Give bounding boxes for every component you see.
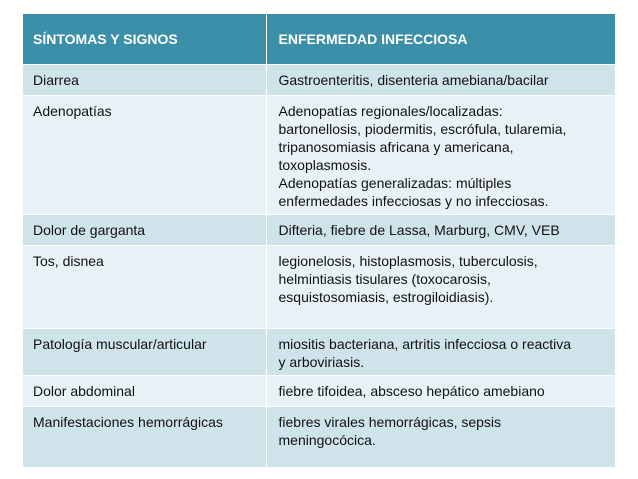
disease-cell [266,407,615,468]
symptom-cell [23,215,266,246]
symptom-cell [23,65,266,96]
header-symptoms: SÍNTOMAS Y SIGNOS [23,14,266,65]
disease-cell [266,376,615,407]
disease-cell [266,329,615,376]
symptom-cell [23,376,266,407]
table-row [23,376,615,407]
symptom-cell [23,407,266,468]
table-row [23,407,615,468]
symptoms-disease-table [23,14,616,468]
symptom-cell [23,246,266,329]
disease-text: fiebre tifoidea, absceso hepático amebiano [278,383,545,399]
disease-cell [266,65,615,96]
header-disease: ENFERMEDAD INFECCIOSA [266,14,615,65]
symptom-text: Tos, disnea [33,253,104,269]
disease-text: legionelosis, histoplasmosis, tuberculosis, helmintiasis tisulares (toxocarosis, esquistosomiasis, estrogiloidiasis). [278,253,538,305]
symptom-text: Manifestaciones hemorrágicas [33,414,223,430]
disease-text: Difteria, fiebre de Lassa, Marburg, CMV, VEB [278,222,560,238]
disease-text: miositis bacteriana, artritis infecciosa o reactiva y arboviriasis. [278,336,572,370]
disease-cell [266,96,615,215]
symptom-text: Patología muscular/articular [33,336,207,352]
symptom-text: Adenopatías [33,103,112,119]
disease-text: Gastroenteritis, disenteria amebiana/bacilar [278,72,549,88]
disease-text: fiebres virales hemorrágicas, sepsis meningocócica. [278,414,502,448]
disease-cell [266,215,615,246]
symptom-text: Diarrea [33,72,79,88]
symptom-cell [23,96,266,215]
symptom-text: Dolor abdominal [33,383,135,399]
table-row [23,96,615,215]
disease-text: Adenopatías regionales/localizadas: bartonellosis, piodermitis, escrófula, tularemia, tripanosomiasis africana y americana, toxoplasmosis. Adenopatías generalizadas: múltiples enfermedades infecciosas y no infecciosas. [278,103,567,209]
table-header-row [23,14,615,65]
symptoms-table-container [23,14,615,468]
symptom-text: Dolor de garganta [33,222,146,238]
symptom-cell [23,329,266,376]
table-row [23,65,615,96]
table-row [23,215,615,246]
disease-cell [266,246,615,329]
table-row [23,329,615,376]
table-row [23,246,615,329]
